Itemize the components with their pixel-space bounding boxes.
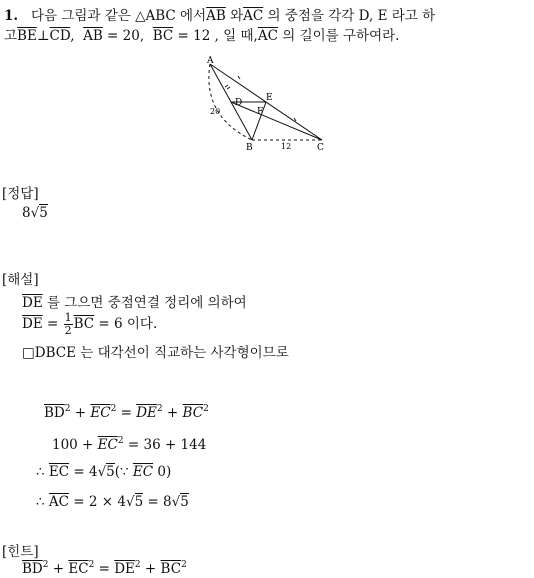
segment-de: $\overline{DE}$ [114, 561, 135, 577]
equals: = [42, 316, 63, 332]
segment-cd-line [231, 102, 322, 140]
segment-ac: $\overline{AC}$ [257, 28, 278, 44]
solution-line-2 [22, 312, 157, 337]
triangle-figure [198, 56, 338, 160]
frac-den: 2 [64, 324, 72, 337]
exponent: 2 [42, 560, 49, 570]
segment-ac: $\overline{AC}$ [243, 8, 264, 24]
exponent: 2 [134, 560, 141, 570]
exponent: 2 [117, 436, 124, 446]
problem-number: 1. [4, 8, 19, 24]
tick-ad [225, 85, 230, 89]
problem-text: 다음 그림과 같은 △ABC 에서 [30, 8, 207, 24]
segment-bc: $\overline{C}$ [162, 28, 174, 44]
square-symbol: □ [22, 345, 35, 361]
solution-text: 는 대각선이 직교하는 사각형이므로 [75, 345, 289, 361]
perp-symbol: ⊥ [36, 28, 50, 44]
plus: + [48, 561, 69, 577]
segment-ab: $\overline{AB}$ [206, 8, 226, 24]
therefore-symbol: ∴ [36, 494, 49, 510]
segment-ab: $\overline{AB}$ [83, 28, 103, 44]
problem-text: 의 중점을 각각 D, E 라고 하 [263, 8, 436, 24]
equation-2 [52, 436, 206, 453]
segment-de: $\overline{DE}$ [22, 316, 43, 332]
eq-text: = 2 × 4 [68, 494, 126, 510]
ab-value: = 20, [102, 28, 145, 44]
segment-bd: $\overline{BD}$ [22, 561, 43, 577]
plus: + [140, 561, 161, 577]
length-20: 20 [210, 107, 221, 116]
radicand: 5 [134, 494, 144, 510]
label-b: B [246, 143, 253, 153]
therefore-symbol: ∴ [36, 464, 49, 480]
segment-ec: $\overline{EC}$ [48, 464, 70, 480]
solution-line-1 [22, 291, 247, 311]
segment-ec: $\overline{EC}$ [68, 561, 89, 577]
segment-bc: $\overline{B}$ [152, 28, 163, 44]
exponent: 2 [203, 404, 209, 414]
label-f: F [257, 107, 264, 117]
label-d: D [235, 98, 243, 108]
segment-be: $\overline{BE}$ [17, 28, 37, 44]
solution-text: = 6 이다. [94, 316, 158, 332]
equation-3: ∴ $\overline{EC}$ = 4√5(∵ $\overline{EC}$ 0) [36, 464, 172, 480]
hint-equation [22, 560, 187, 577]
problem-text: 의 길이를 구하여라. [277, 28, 400, 44]
exponent: 2 [88, 560, 95, 570]
label-e: E [266, 93, 273, 103]
equals: = [94, 561, 115, 577]
quad-name: DBCE [34, 345, 76, 361]
exponent: 2 [110, 404, 117, 414]
eq-text: = 8 [143, 494, 172, 510]
equation-1 [44, 404, 209, 421]
segment-bc: $\overline{BC}$ [160, 561, 182, 577]
exponent: 2 [181, 560, 187, 570]
plus: + [162, 405, 183, 421]
problem-line-1 [4, 4, 435, 24]
exponent: 2 [156, 404, 163, 414]
problem-text: 와 [225, 8, 244, 24]
eq-text: = 36 + 144 [123, 437, 207, 453]
eq-text: = 4 [69, 464, 98, 480]
solution-line-3 [22, 341, 289, 361]
radicand: 5 [180, 494, 189, 510]
hint-heading: [힌트] [2, 544, 39, 560]
triangle-diagram [198, 56, 338, 156]
equals: = [116, 405, 137, 421]
segment-ec: $\overline{EC}$ [90, 405, 111, 421]
answer-value: 8√5 [22, 205, 48, 221]
bc-value: = 12 , 일 때, [173, 28, 258, 44]
eq-text: 100 + [52, 437, 98, 453]
segment-ac: $\overline{AC}$ [48, 494, 69, 510]
label-c: C [317, 143, 324, 153]
segment-ec: $\overline{EC}$ [132, 464, 154, 480]
frac-num: 1 [64, 311, 72, 324]
segment-bc: $\overline{BC}$ [73, 316, 95, 332]
plus: + [70, 405, 91, 421]
equation-4: ∴ $\overline{AC} = 2 \times 4√5 = 8√5$ [36, 494, 189, 510]
solution-heading: [해설] [2, 272, 39, 288]
answer-coef: 8 [22, 205, 31, 221]
segment-bc: $\overline{BC}$ [182, 405, 204, 421]
radicand: 5 [106, 464, 115, 480]
length-12: 12 [281, 142, 292, 151]
label-a: A [207, 56, 214, 66]
answer-heading: [정답] [2, 186, 39, 202]
solution-text: 를 그으면 중점연결 정리에 의하여 [42, 295, 247, 311]
segment-bd: $\overline{BD}$ [44, 405, 65, 421]
problem-line-2: 고$\overline{BE}\perp\overline{CD}$, $\overline{AB} = 20$, $\overline{B}\overline{C} = 12$ , 일 때$,\overline{AC}$ 의 길이를 구하여라. [4, 28, 400, 44]
answer-radicand: 5 [39, 205, 48, 221]
segment-cd: $\overline{CD}$ [49, 28, 71, 44]
segment-ec: $\overline{EC}$ [97, 437, 118, 453]
fraction-one-half [64, 312, 73, 337]
because-symbol: (∵ [114, 464, 133, 480]
exponent: 2 [64, 404, 71, 414]
segment-de: $\overline{DE}$ [136, 405, 157, 421]
eq-text: 0) [153, 464, 172, 480]
segment-de: $\overline{DE}$ [22, 295, 43, 311]
problem-text: 고 [4, 28, 18, 44]
